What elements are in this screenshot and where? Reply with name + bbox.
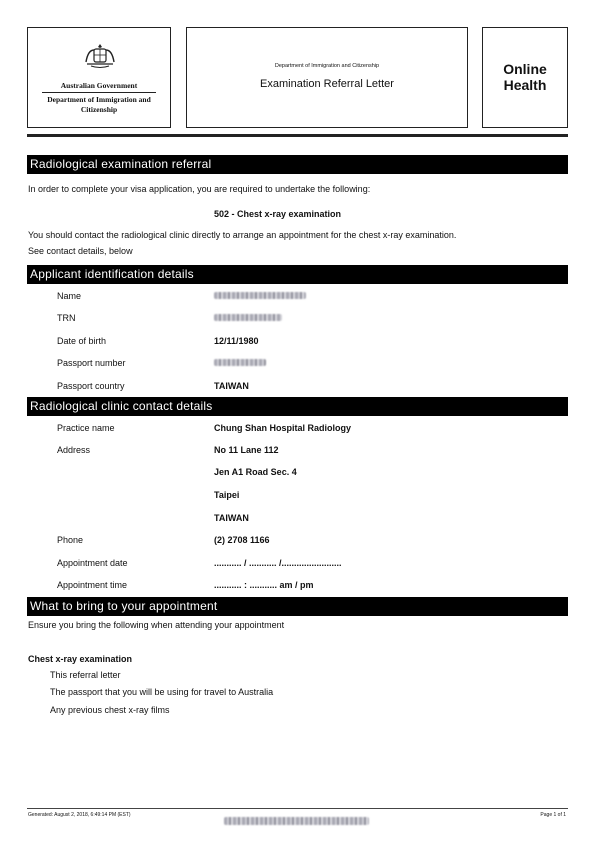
list-item: Any previous chest x-ray films xyxy=(50,705,170,715)
address-line: Jen A1 Road Sec. 4 xyxy=(214,467,297,477)
passport-country-value: TAIWAN xyxy=(214,381,249,391)
section-heading-clinic: Radiological clinic contact details xyxy=(27,397,568,416)
government-name: Australian Government xyxy=(60,81,138,90)
list-item: This referral letter xyxy=(50,670,121,680)
see-contact-details: See contact details, below xyxy=(28,246,133,256)
section-heading-referral: Radiological examination referral xyxy=(27,155,568,174)
redacted-trn xyxy=(214,314,282,321)
phone-value: (2) 2708 1166 xyxy=(214,535,270,545)
address-line: TAIWAN xyxy=(214,513,249,523)
coat-of-arms-icon xyxy=(83,42,117,70)
redacted-passport-number xyxy=(214,359,266,366)
section-heading-bring: What to bring to your appointment xyxy=(27,597,568,616)
dob-value: 12/11/1980 xyxy=(214,336,259,346)
appointment-time-label: Appointment time xyxy=(57,580,128,590)
practice-name-label: Practice name xyxy=(57,423,115,433)
dob-label: Date of birth xyxy=(57,336,107,346)
referral-intro: In order to complete your visa application, you are required to undertake the following: xyxy=(28,184,371,194)
section-heading-applicant: Applicant identification details xyxy=(27,265,568,284)
page-number: Page 1 of 1 xyxy=(540,812,566,818)
referral-instruction: You should contact the radiological clinic directly to arrange an appointment for the chest x-ray examination. xyxy=(28,230,457,240)
phone-label: Phone xyxy=(57,535,84,545)
appointment-date-value: ........... / ........... /........................ xyxy=(214,558,342,568)
address-line: No 11 Lane 112 xyxy=(214,445,279,455)
exam-name: 502 - Chest x-ray examination xyxy=(214,209,342,219)
government-department: Department of Immigration and Citizenship xyxy=(47,95,151,114)
appointment-date-label: Appointment date xyxy=(57,558,128,568)
letter-title: Examination Referral Letter xyxy=(260,78,394,90)
redacted-footer-id xyxy=(224,817,369,825)
trn-label: TRN xyxy=(57,313,76,323)
department-name: Department of Immigration and Citizenship xyxy=(274,63,380,69)
list-item: The passport that you will be using for travel to Australia xyxy=(50,687,274,697)
letter-title-box xyxy=(186,27,468,128)
government-logo-box xyxy=(27,27,171,128)
redacted-name xyxy=(214,292,306,299)
header-divider xyxy=(27,134,568,137)
bring-subheading: Chest x-ray examination xyxy=(28,654,133,664)
bring-intro: Ensure you bring the following when attending your appointment xyxy=(28,620,285,630)
practice-name-value: Chung Shan Hospital Radiology xyxy=(214,423,351,433)
footer-divider xyxy=(27,808,568,809)
brand-box xyxy=(482,27,568,128)
passport-number-label: Passport number xyxy=(57,358,126,368)
appointment-time-value: ........... : ........... am / pm xyxy=(214,580,314,590)
generated-timestamp: Generated: August 2, 2018, 6:49:14 PM (EST) xyxy=(28,812,131,818)
brand-title: Online Health xyxy=(503,61,547,93)
divider xyxy=(42,92,156,93)
address-label: Address xyxy=(57,445,91,455)
address-line: Taipei xyxy=(214,490,240,500)
name-label: Name xyxy=(57,291,82,301)
passport-country-label: Passport country xyxy=(57,381,125,391)
